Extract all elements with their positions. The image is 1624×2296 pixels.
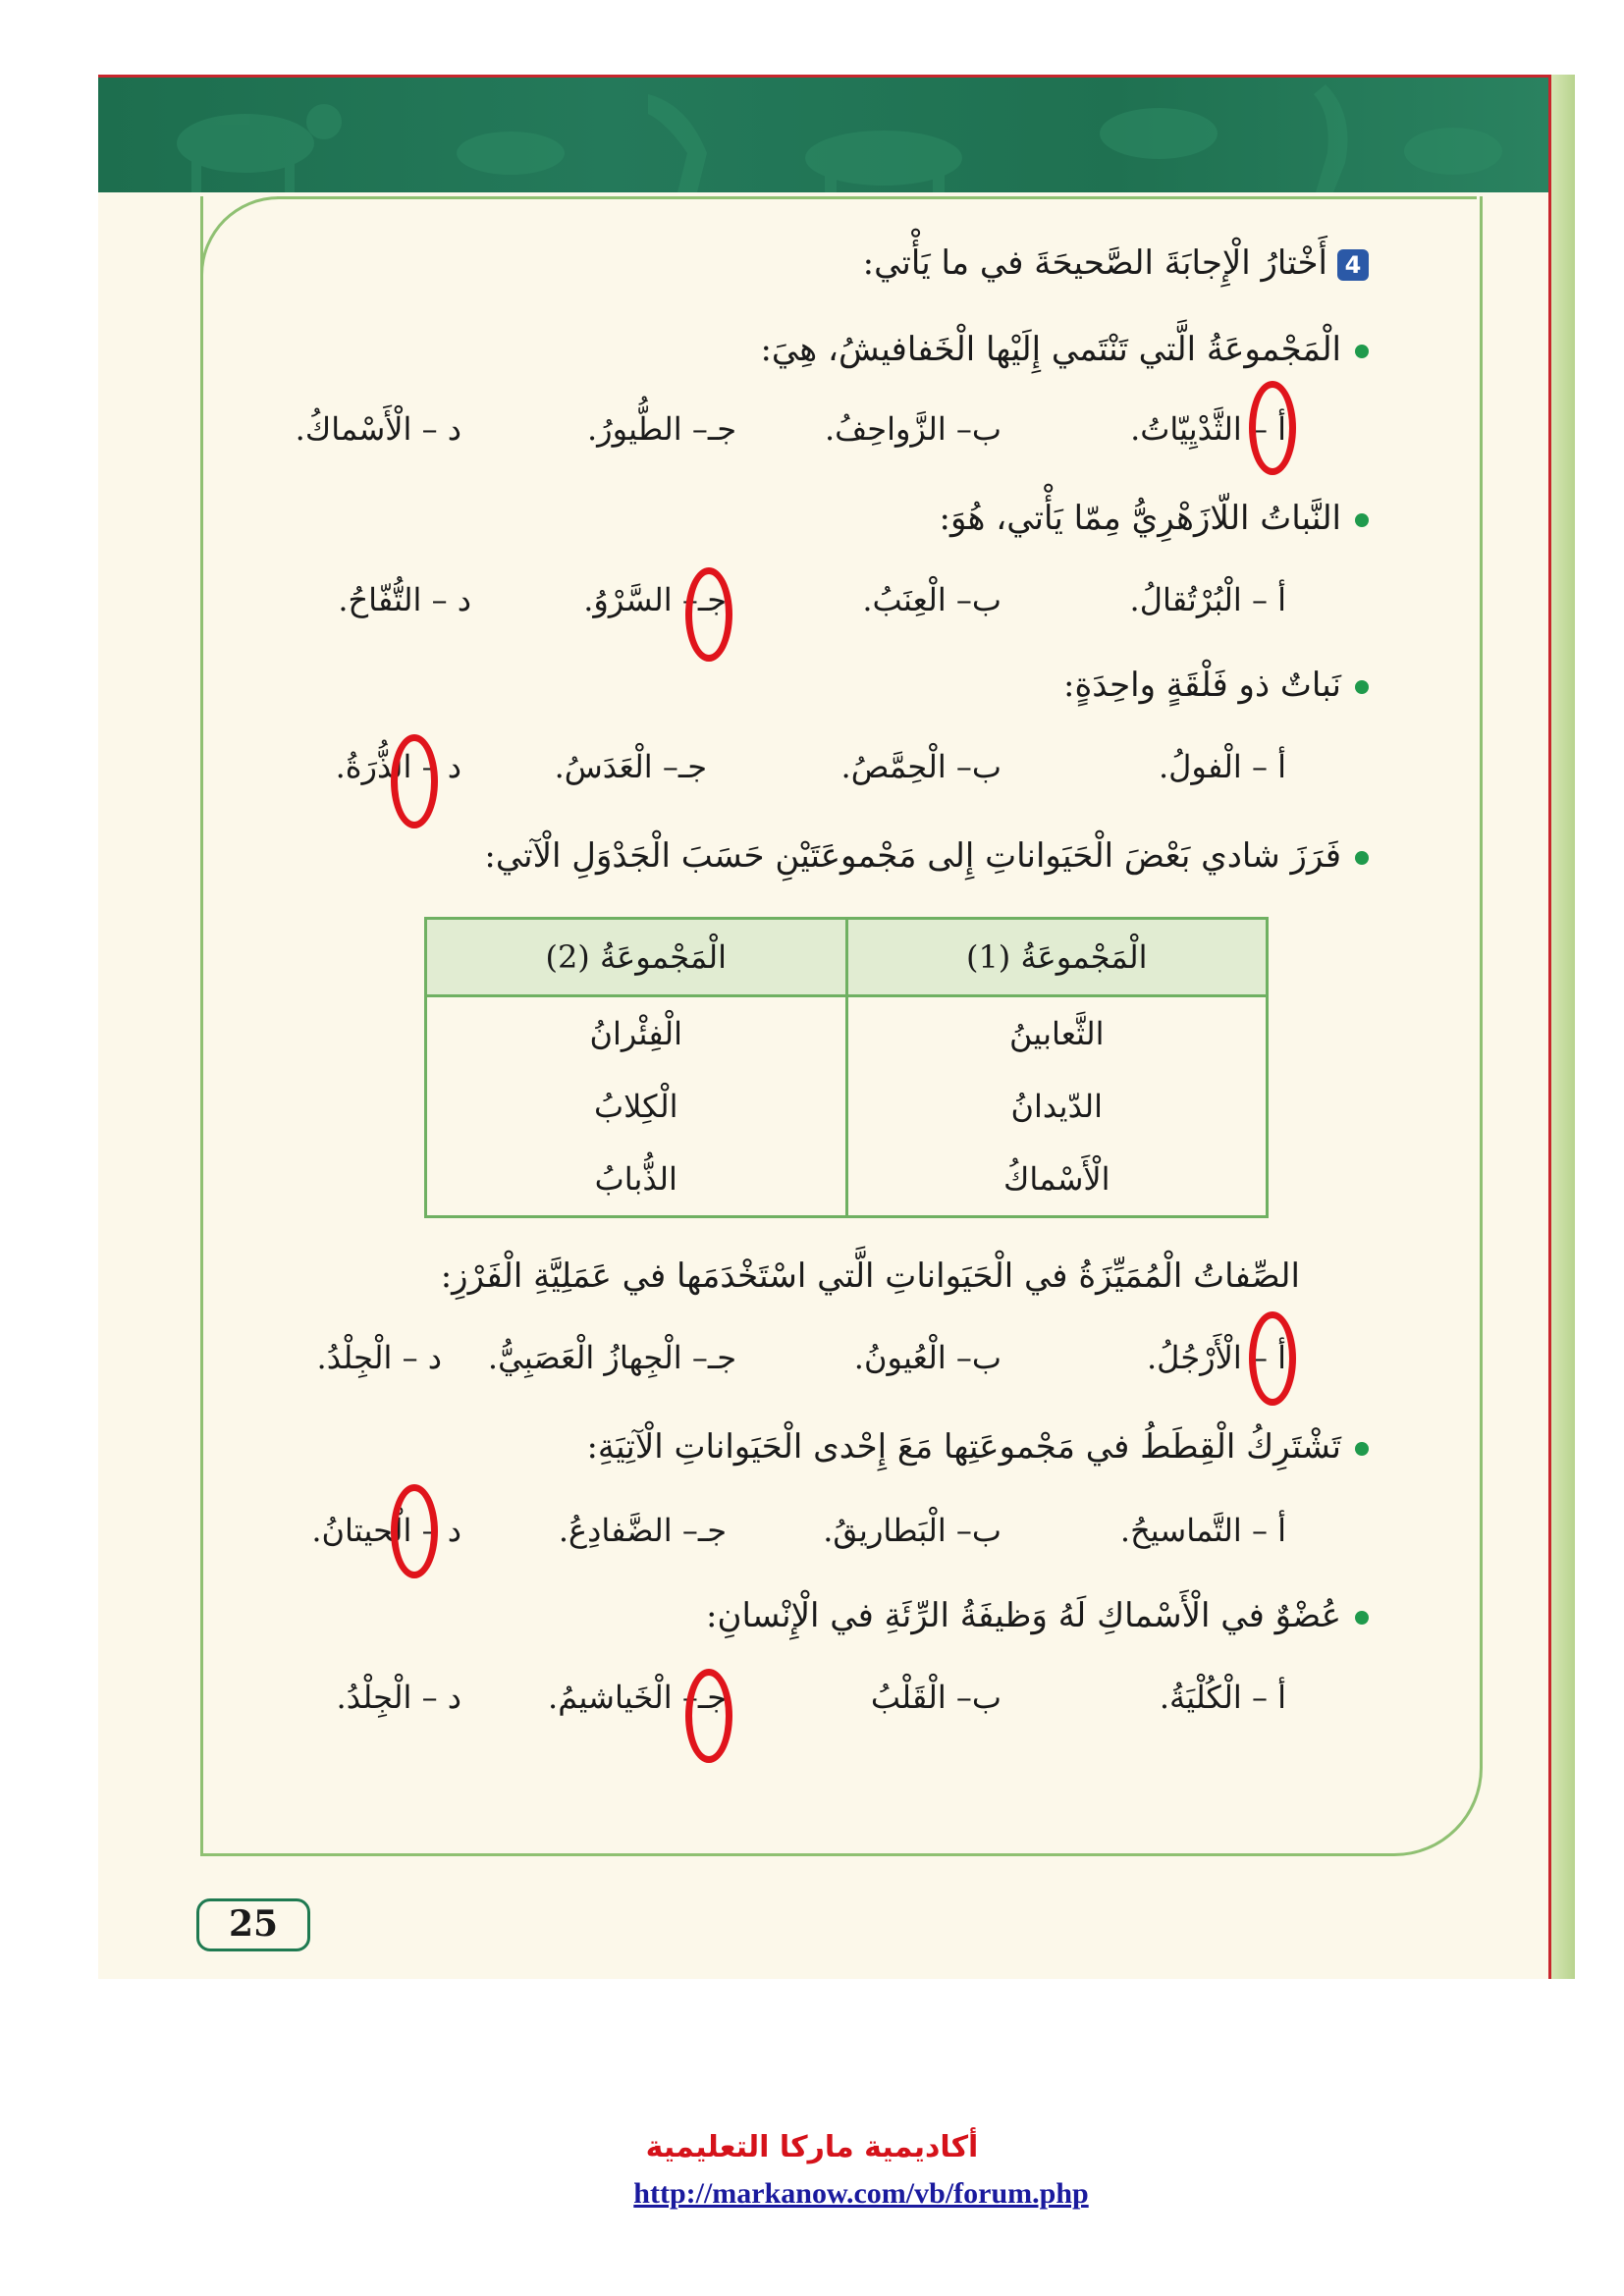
footer-site-name: أكاديمية ماركا التعليمية: [645, 2130, 979, 2164]
item-1-stem: الْمَجْموعَةُ الَّتي تَنْتَمي إِلَيْها الْخَفافيشُ، هِيَ:: [760, 330, 1369, 369]
option-d: د – الذُّرَةُ.: [335, 748, 461, 785]
classification-table: [424, 917, 1269, 1218]
answer-circle-item-5: [1249, 1311, 1296, 1406]
table-cell: الْفِئْرانُ: [426, 996, 847, 1071]
answer-circle-item-1: [1249, 381, 1296, 475]
option-c: جـ– الْعَدَسُ.: [554, 748, 707, 785]
bullet-icon: [1355, 851, 1369, 865]
page-edge-top: [98, 75, 1551, 78]
bullet-icon: [1355, 680, 1369, 694]
question-heading: [863, 243, 1369, 283]
exercise-frame-top: [277, 196, 1477, 199]
option-b: ب– الْعِنَبُ.: [862, 581, 1001, 618]
option-a: أ – الثَّدْيِيّاتُ.: [1130, 410, 1286, 448]
question-number-badge: 4: [1337, 249, 1369, 281]
answer-circle-item-6: [391, 1484, 438, 1578]
item-3-stem: نَباتٌ ذو فَلْقَةٍ واحِدَةٍ:: [1063, 666, 1369, 705]
option-c: جـ– الْخَياشيمُ.: [548, 1679, 727, 1716]
option-d: د – الْجِلْدُ.: [336, 1679, 461, 1716]
bullet-icon: [1355, 1611, 1369, 1625]
option-d: د – الْجِلْدُ.: [316, 1339, 442, 1376]
answer-circle-item-7: [685, 1669, 732, 1763]
item-3-options: [226, 748, 1286, 799]
bullet-icon: [1355, 513, 1369, 527]
item-2-options: [226, 581, 1286, 632]
option-a: أ – التَّماسيحُ.: [1119, 1512, 1286, 1549]
page-number: 25: [196, 1898, 310, 1951]
option-a: أ – الْبُرْتُقالُ.: [1129, 581, 1286, 618]
table-row: [426, 996, 1268, 1071]
bullet-icon: [1355, 345, 1369, 358]
option-c: جـ– الضَّفادِعُ.: [558, 1512, 727, 1549]
table-cell: الدّيدانُ: [846, 1070, 1268, 1143]
footer-forum-link[interactable]: http://markanow.com/vb/forum.php: [633, 2177, 1089, 2210]
item-5-options: [226, 1339, 1286, 1390]
header-band: [98, 75, 1551, 192]
item-6-stem: تَشْتَرِكُ الْقِطَطُ في مَجْموعَتِها مَعَ إِحْدى الْحَيَواناتِ الْآتِيَةِ:: [586, 1427, 1369, 1467]
option-b: ب– الْعُيونُ.: [853, 1339, 1001, 1376]
option-a: أ – الْكُلْيَةُ.: [1159, 1679, 1286, 1716]
item-7-stem: عُضْوٌ في الْأَسْماكِ لَهُ وَظيفَةُ الرِّئَةِ في الْإِنْسانِ:: [706, 1596, 1369, 1635]
option-c: جـ– الطُّيورُ.: [586, 410, 736, 448]
item-4-stem: فَرَزَ شادي بَعْضَ الْحَيَواناتِ إِلى مَجْموعَتَيْنِ حَسَبَ الْجَدْوَلِ الْآتي:: [484, 836, 1369, 876]
answer-circle-item-3: [391, 734, 438, 828]
table-cell: الثَّعابينُ: [846, 996, 1268, 1071]
table-row: [426, 1143, 1268, 1217]
option-a: أ – الْفولُ.: [1158, 748, 1286, 785]
option-b: ب– الزَّواحِفُ.: [824, 410, 1001, 448]
option-c: جـ– الْجِهازُ الْعَصَبِيُّ.: [487, 1339, 736, 1376]
side-strip: [1551, 75, 1575, 1979]
table-header-group-2: الْمَجْموعَةُ (2): [426, 919, 847, 996]
table-cell: الذُّبابُ: [426, 1143, 847, 1217]
bullet-icon: [1355, 1442, 1369, 1456]
item-1-options: [226, 410, 1286, 461]
answer-circle-item-2: [685, 567, 732, 662]
table-cell: الْكِلابُ: [426, 1070, 847, 1143]
item-2-stem: النَّباتُ اللّازَهْرِيُّ مِمّا يَأْتي، هُوَ:: [939, 499, 1369, 538]
option-c: جـ– السَّرْوُ.: [583, 581, 727, 618]
table-row: [426, 1070, 1268, 1143]
table-header-group-1: الْمَجْموعَةُ (1): [846, 919, 1268, 996]
animal-silhouettes-decoration: [98, 75, 1551, 192]
option-b: ب– الْقَلْبُ: [870, 1679, 1001, 1716]
item-5-stem: الصِّفاتُ الْمُمَيِّزَةُ في الْحَيَواناتِ الَّتي اسْتَخْدَمَها في عَمَلِيَّةِ الْفَرْزِ:: [440, 1256, 1300, 1296]
option-b: ب– الْبَطاريقُ.: [823, 1512, 1001, 1549]
question-prompt: أَخْتارُ الْإِجابَةَ الصَّحيحَةَ في ما يَأْتي:: [862, 243, 1327, 283]
option-d: د – الْأَسْماكُ.: [295, 410, 461, 448]
option-a: أ – الْأَرْجُلُ.: [1146, 1339, 1286, 1376]
option-b: ب– الْحِمَّصُ.: [840, 748, 1001, 785]
option-d: د – التُّفّاحُ.: [338, 581, 471, 618]
option-d: د – الْحيتانُ.: [311, 1512, 461, 1549]
item-6-options: [226, 1512, 1286, 1563]
table-cell: الْأَسْماكُ: [846, 1143, 1268, 1217]
item-7-options: [226, 1679, 1286, 1730]
